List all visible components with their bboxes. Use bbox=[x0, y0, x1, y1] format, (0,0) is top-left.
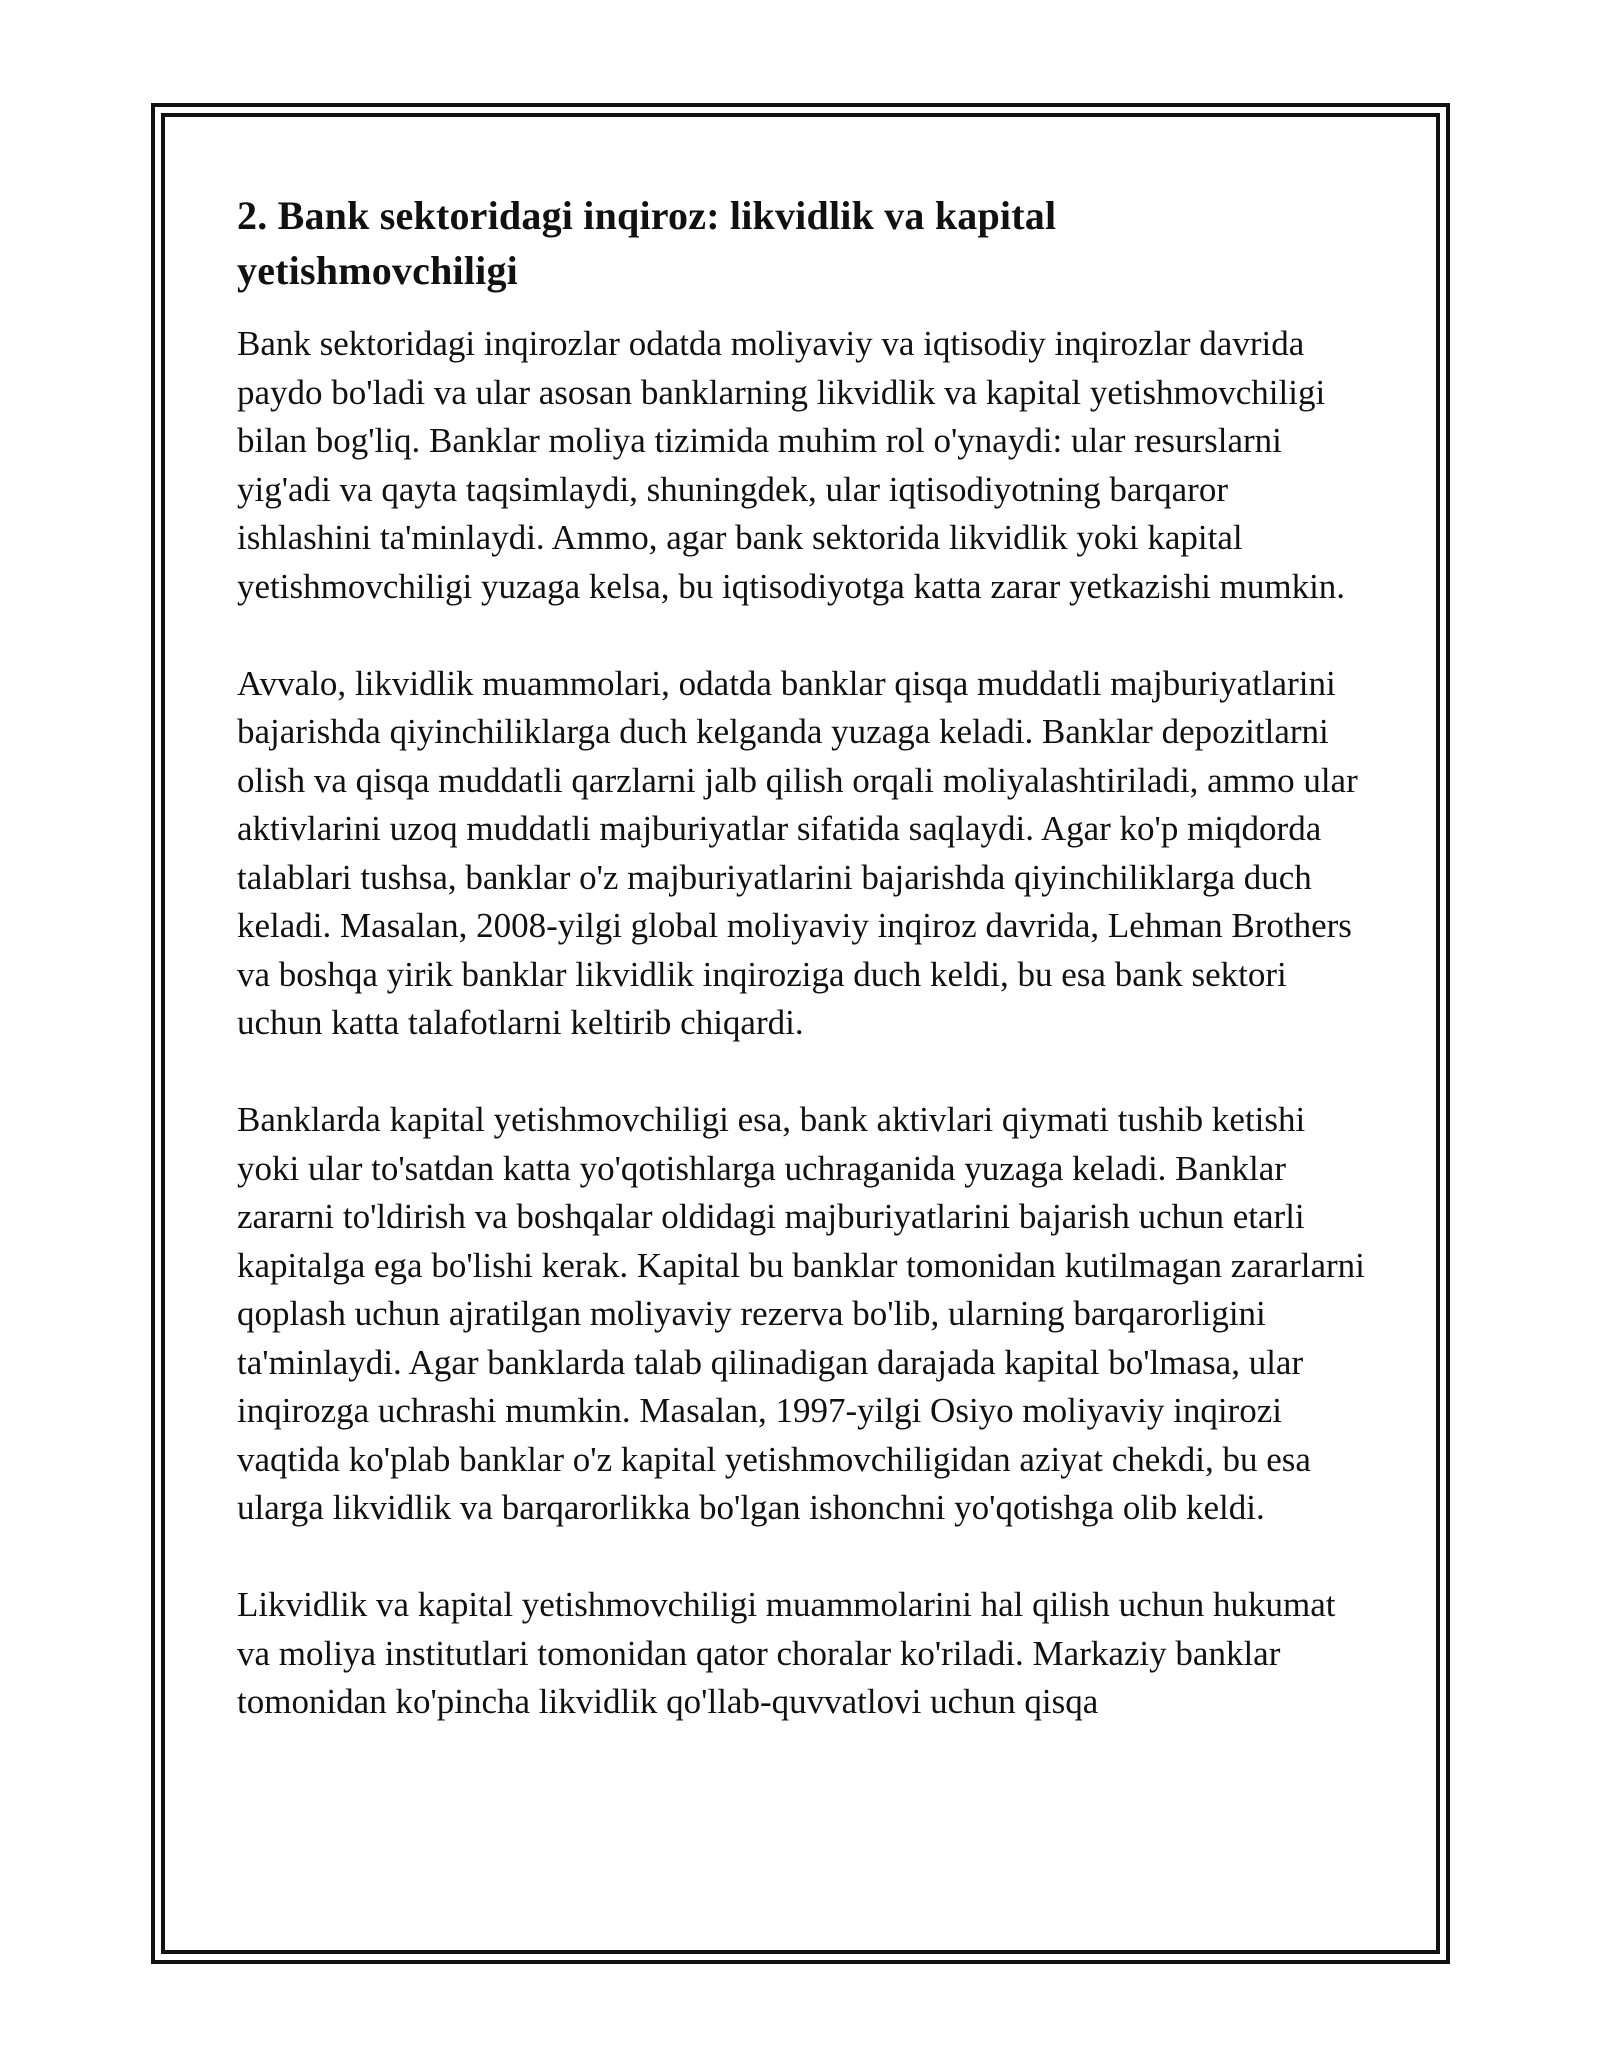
paragraph-2: Avvalo, likvidlik muammolari, odatda banklar qisqa muddatli majburiyatlarini bajarishda qiyinchiliklarga duch kelganda yuzaga keladi. Banklar depozitlarni olish va qisqa muddatli qarzlarni jalb qilish orqali moliyalashtiriladi, ammo ular aktivlarini uzoq muddatli majburiyatlar sifatida saqlaydi. Agar ko'p miqdorda talablari tushsa, banklar o'z majburiyatlarini bajarishda qiyinchiliklarga duch keladi. Masalan, 2008-yilgi global moliyaviy inqiroz davrida, Lehman Brothers va boshqa yirik banklar likvidlik inqiroziga duch keldi, bu esa bank sektori uchun katta talafotlarni keltirib chiqardi. bbox=[237, 663, 1358, 1042]
paragraph-1: Bank sektoridagi inqirozlar odatda moliyaviy va iqtisodiy inqirozlar davrida paydo bo'ladi va ular asosan banklarning likvidlik va kapital yetishmovchiligi bilan bog'liq. Banklar moliya tizimida muhim rol o'ynaydi: ular resurslarni yig'adi va qayta taqsimlaydi, shuningdek, ular iqtisodiyotning barqaror ishlashini ta'minlaydi. Ammo, agar bank sektorida likvidlik yoki kapital yetishmovchiligi yuzaga kelsa, bu iqtisodiyotga katta zarar yetkazishi mumkin. bbox=[237, 324, 1346, 606]
section-heading: 2. Bank sektoridagi inqiroz: likvidlik va kapital yetishmovchiligi bbox=[237, 193, 1057, 293]
document-body bbox=[237, 188, 1367, 1775]
paragraph-4: Likvidlik va kapital yetishmovchiligi muammolarini hal qilish uchun hukumat va moliya institutlari tomonidan qator choralar ko'riladi. Markaziy banklar tomonidan ko'pincha likvidlik qo'llab-quvvatlovi uchun qisqa bbox=[237, 1585, 1336, 1721]
paragraph-3: Banklarda kapital yetishmovchiligi esa, bank aktivlari qiymati tushib ketishi yoki ular to'satdan katta yo'qotishlarga uchraganida yuzaga keladi. Banklar zararni to'ldirish va boshqalar oldidagi majburiyatlarini bajarish uchun etarli kapitalga ega bo'lishi kerak. Kapital bu banklar tomonidan kutilmagan zararlarni qoplash uchun ajratilgan moliyaviy rezerva bo'lib, ularning barqarorligini ta'minlaydi. Agar banklarda talab qilinadigan darajada kapital bo'lmasa, ular inqirozga uchrashi mumkin. Masalan, 1997-yilgi Osiyo moliyaviy inqirozi vaqtida ko'plab banklar o'z kapital yetishmovchiligidan aziyat chekdi, bu esa ularga likvidlik va barqarorlikka bo'lgan ishonchni yo'qotishga olib keldi. bbox=[237, 1100, 1365, 1527]
